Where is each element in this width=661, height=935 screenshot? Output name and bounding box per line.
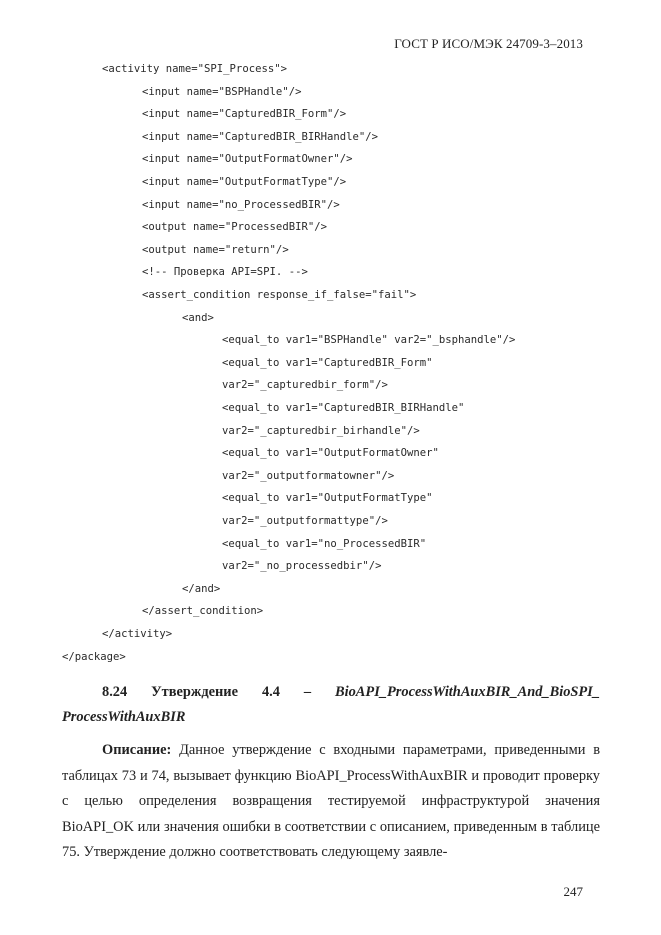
code-line: <input name="OutputFormatType"/> bbox=[142, 176, 347, 188]
section-word: Утверждение bbox=[151, 684, 238, 700]
code-line: <input name="CapturedBIR_Form"/> bbox=[142, 108, 347, 121]
page-number: 247 bbox=[563, 884, 583, 899]
description-lead: Описание: bbox=[102, 742, 172, 758]
code-line: <equal_to var1="OutputFormatType" bbox=[222, 492, 433, 505]
code-line: <equal_to var1="OutputFormatOwner" bbox=[222, 447, 439, 460]
code-line: </and> bbox=[182, 582, 221, 595]
section-number: 8.24 bbox=[102, 684, 128, 700]
code-line: <input name="no_ProcessedBIR"/> bbox=[142, 198, 340, 211]
code-line: <input name="OutputFormatOwner"/> bbox=[142, 153, 353, 166]
document-header: ГОСТ Р ИСО/МЭК 24709-3–2013 bbox=[394, 36, 583, 51]
code-line: var2="_capturedbir_birhandle"/> bbox=[222, 424, 420, 437]
code-line: <equal_to var1="CapturedBIR_BIRHandle" bbox=[222, 402, 465, 414]
section-dash: – bbox=[303, 684, 312, 700]
code-line: <equal_to var1="no_ProcessedBIR" bbox=[222, 537, 427, 550]
code-line: <equal_to var1="BSPHandle" var2="_bsphandle"/> bbox=[222, 334, 516, 347]
code-line: <output name="return"/> bbox=[142, 243, 289, 256]
code-line: </activity> bbox=[102, 628, 173, 640]
code-line: </assert_condition> bbox=[142, 605, 264, 618]
code-line: <assert_condition response_if_false="fail"> bbox=[142, 289, 417, 301]
description-text: Данное утверждение с входными параметрами, приведенными в таблицах 73 и 74, вызывает функцию BioAPI_ProcessWithAuxBIR и проводит проверку с целью определения возвращения тестируемой инфраструктурой значения BioAPI_OK или значения ошибки в соответствии с описанием, приведенным в таблице 75. Утверждение должно соответствовать следующему заявле- bbox=[62, 742, 600, 860]
code-line: <activity name="SPI_Process"> bbox=[102, 63, 287, 75]
code-line: <input name="CapturedBIR_BIRHandle"/> bbox=[142, 130, 378, 143]
code-line: <equal_to var1="CapturedBIR_Form" bbox=[222, 356, 433, 369]
code-line: var2="_no_processedbir"/> bbox=[222, 560, 382, 573]
description-paragraph bbox=[62, 738, 600, 866]
code-line: var2="_outputformattype"/> bbox=[222, 515, 388, 527]
code-line: <and> bbox=[182, 311, 214, 324]
section-heading bbox=[62, 680, 600, 730]
section-title-part1: BioAPI_ProcessWithAuxBIR_And_BioSPI_ bbox=[335, 684, 600, 700]
code-line: <!-- Проверка API=SPI. --> bbox=[142, 266, 308, 279]
code-line: var2="_capturedbir_form"/> bbox=[222, 379, 388, 392]
code-line: <input name="BSPHandle"/> bbox=[142, 85, 302, 98]
section-subnumber: 4.4 bbox=[261, 684, 280, 700]
section-title-part2: ProcessWithAuxBIR bbox=[62, 709, 186, 725]
code-line: </package> bbox=[62, 650, 126, 663]
code-line: <output name="ProcessedBIR"/> bbox=[142, 221, 327, 234]
code-line: var2="_outputformatowner"/> bbox=[222, 469, 395, 482]
